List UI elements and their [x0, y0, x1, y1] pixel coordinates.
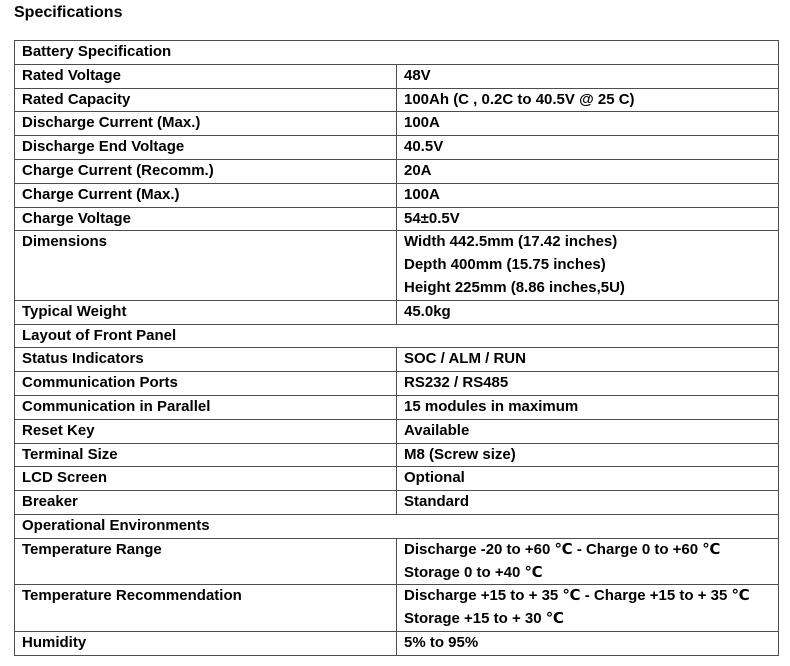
spec-value-line: Depth 400mm (15.75 inches): [404, 256, 606, 274]
spec-value-line: Optional: [404, 469, 465, 487]
spec-value-line: Storage 0 to +40 ℃: [404, 563, 543, 581]
spec-value: [397, 348, 779, 372]
spec-value-line: 54±0.5V: [404, 209, 460, 227]
spec-value-line: 5% to 95%: [404, 633, 479, 651]
spec-label: Temperature Recommendation: [15, 585, 397, 632]
spec-value: [397, 300, 779, 324]
spec-value: [397, 491, 779, 515]
table-row: [15, 88, 779, 112]
spec-value: [397, 231, 779, 300]
spec-value: [397, 443, 779, 467]
spec-value: [397, 207, 779, 231]
spec-label: Reset Key: [15, 419, 397, 443]
spec-value-line: Discharge -20 to +60 ℃ - Charge 0 to +60 ℃: [404, 540, 721, 558]
specifications-table-body: [15, 41, 779, 656]
spec-value-line: SOC / ALM / RUN: [404, 350, 526, 368]
specifications-table: [14, 40, 779, 656]
spec-value-line: Width 442.5mm (17.42 inches): [404, 233, 618, 251]
table-row: [15, 538, 779, 585]
spec-label: Status Indicators: [15, 348, 397, 372]
spec-label: Rated Capacity: [15, 88, 397, 112]
spec-label: Breaker: [15, 491, 397, 515]
spec-value-line: 100A: [404, 114, 440, 132]
spec-value: [397, 159, 779, 183]
table-row: [15, 136, 779, 160]
spec-label: Temperature Range: [15, 538, 397, 585]
table-row: [15, 491, 779, 515]
spec-label: Communication in Parallel: [15, 395, 397, 419]
spec-value-line: 45.0kg: [404, 302, 451, 320]
spec-value-line: Available: [404, 421, 470, 439]
table-row: [15, 467, 779, 491]
table-row: [15, 207, 779, 231]
spec-value-line: Storage +15 to + 30 ℃: [404, 610, 564, 628]
spec-value: [397, 419, 779, 443]
table-row: [15, 300, 779, 324]
spec-value: [397, 631, 779, 655]
section-heading: Layout of Front Panel: [15, 324, 779, 348]
spec-value: [397, 183, 779, 207]
section-heading: Battery Specification: [15, 41, 779, 65]
spec-value: [397, 467, 779, 491]
spec-label: Charge Current (Recomm.): [15, 159, 397, 183]
spec-label: Dimensions: [15, 231, 397, 300]
spec-label: Typical Weight: [15, 300, 397, 324]
spec-value: [397, 395, 779, 419]
spec-value-line: RS232 / RS485: [404, 374, 509, 392]
section-heading: Operational Environments: [15, 514, 779, 538]
table-row: [15, 395, 779, 419]
spec-label: Discharge Current (Max.): [15, 112, 397, 136]
spec-value-line: M8 (Screw size): [404, 445, 516, 463]
table-row: [15, 112, 779, 136]
spec-value-line: Standard: [404, 493, 470, 511]
spec-value: [397, 64, 779, 88]
spec-value-line: 20A: [404, 161, 432, 179]
spec-value-line: 48V: [404, 66, 431, 84]
table-row: [15, 585, 779, 632]
spec-value: [397, 585, 779, 632]
spec-label: Humidity: [15, 631, 397, 655]
spec-value: [397, 112, 779, 136]
table-row: [15, 372, 779, 396]
spec-value: [397, 372, 779, 396]
table-row: [15, 231, 779, 300]
spec-value-line: 40.5V: [404, 138, 444, 156]
spec-value: [397, 136, 779, 160]
section-header-row: [15, 514, 779, 538]
spec-value-line: Discharge +15 to + 35 ℃ - Charge +15 to + 35 ℃: [404, 587, 750, 605]
spec-label: Rated Voltage: [15, 64, 397, 88]
table-row: [15, 631, 779, 655]
section-header-row: [15, 324, 779, 348]
spec-value: [397, 88, 779, 112]
spec-value-line: Height 225mm (8.86 inches,5U): [404, 278, 625, 296]
spec-label: Charge Current (Max.): [15, 183, 397, 207]
table-row: [15, 348, 779, 372]
spec-value-line: 100A: [404, 185, 440, 203]
table-row: [15, 64, 779, 88]
spec-value-line: 100Ah (C , 0.2C to 40.5V @ 25 C): [404, 90, 635, 108]
table-row: [15, 159, 779, 183]
page-title: Specifications: [14, 4, 123, 21]
spec-value: [397, 538, 779, 585]
spec-label: LCD Screen: [15, 467, 397, 491]
table-row: [15, 443, 779, 467]
table-row: [15, 419, 779, 443]
spec-label: Discharge End Voltage: [15, 136, 397, 160]
spec-label: Terminal Size: [15, 443, 397, 467]
table-row: [15, 183, 779, 207]
spec-label: Communication Ports: [15, 372, 397, 396]
spec-label: Charge Voltage: [15, 207, 397, 231]
section-header-row: [15, 41, 779, 65]
spec-value-line: 15 modules in maximum: [404, 397, 579, 415]
